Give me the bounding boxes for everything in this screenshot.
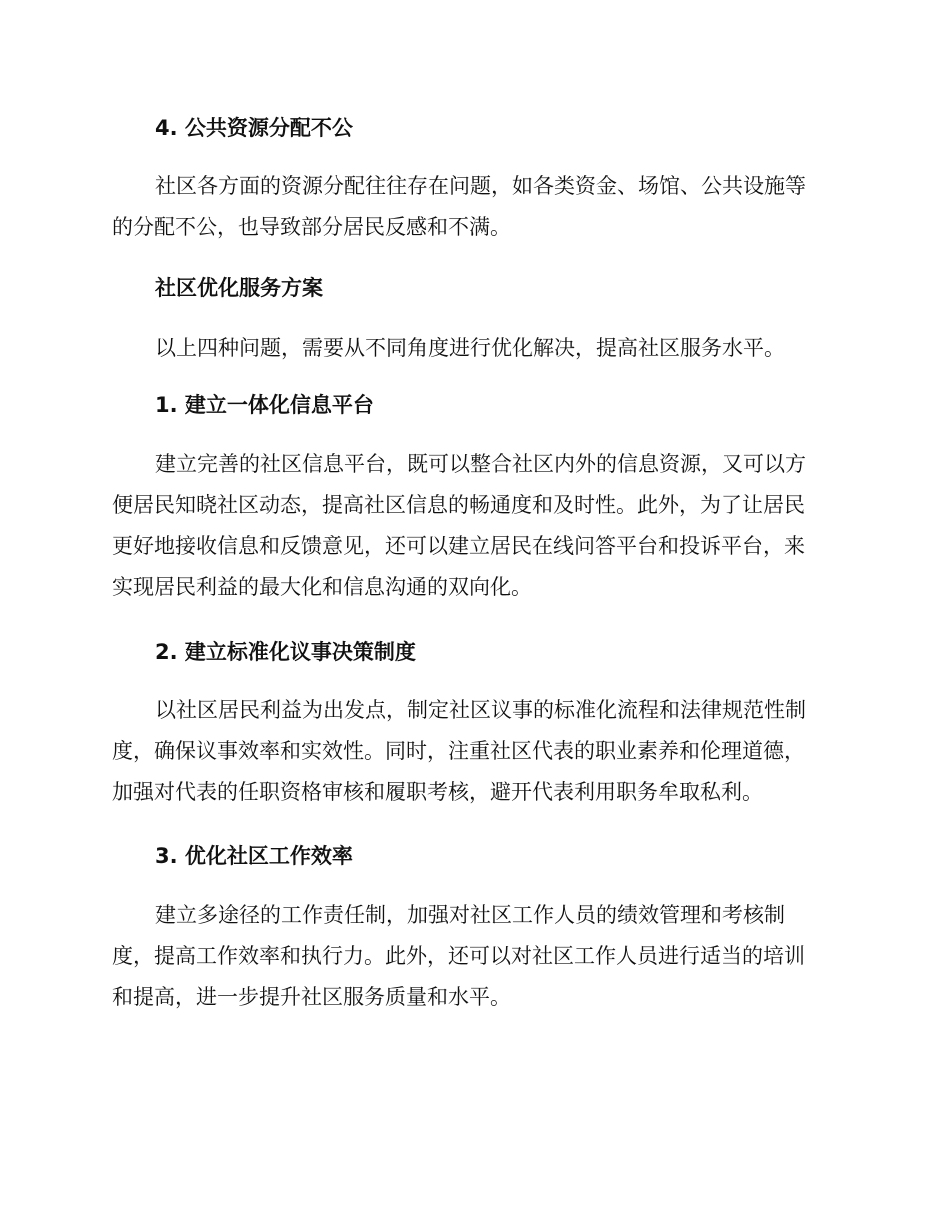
paragraph-info-platform xyxy=(112,444,832,608)
section-heading-info-platform: 1. 建立一体化信息平台 xyxy=(155,393,374,417)
paragraph-line: 的分配不公，也导致部分居民反感和不满。 xyxy=(112,215,511,239)
paragraph-work-efficiency xyxy=(112,895,832,1018)
section-heading-decision-system: 2. 建立标准化议事决策制度 xyxy=(155,640,416,664)
paragraph-line: 社区各方面的资源分配往往存在问题，如各类资金、场馆、公共设施等 xyxy=(155,174,806,198)
section-heading-public-resources: 4. 公共资源分配不公 xyxy=(155,116,353,140)
paragraph-line: 度，确保议事效率和实效性。同时，注重社区代表的职业素养和伦理道德， xyxy=(112,739,805,763)
paragraph-line: 和提高，进一步提升社区服务质量和水平。 xyxy=(112,985,511,1009)
paragraph-line: 以上四种问题，需要从不同角度进行优化解决，提高社区服务水平。 xyxy=(155,336,785,360)
paragraph-line: 建立多途径的工作责任制，加强对社区工作人员的绩效管理和考核制 xyxy=(155,903,785,927)
paragraph-decision-system xyxy=(112,690,832,813)
paragraph-line: 建立完善的社区信息平台，既可以整合社区内外的信息资源，又可以方 xyxy=(155,452,806,476)
paragraph-public-resources xyxy=(112,166,832,248)
section-heading-optimization-plan: 社区优化服务方案 xyxy=(155,276,323,300)
paragraph-line: 以社区居民利益为出发点，制定社区议事的标准化流程和法律规范性制 xyxy=(155,698,806,722)
paragraph-line: 实现居民利益的最大化和信息沟通的双向化。 xyxy=(112,575,532,599)
paragraph-line: 便居民知晓社区动态，提高社区信息的畅通度和及时性。此外，为了让居民 xyxy=(112,493,805,517)
section-heading-work-efficiency: 3. 优化社区工作效率 xyxy=(155,844,353,868)
paragraph-line: 度，提高工作效率和执行力。此外，还可以对社区工作人员进行适当的培训 xyxy=(112,944,805,968)
paragraph-line: 加强对代表的任职资格审核和履职考核，避开代表利用职务牟取私利。 xyxy=(112,780,763,804)
paragraph-line: 更好地接收信息和反馈意见，还可以建立居民在线问答平台和投诉平台，来 xyxy=(112,534,805,558)
paragraph-optimization-intro xyxy=(112,328,832,369)
